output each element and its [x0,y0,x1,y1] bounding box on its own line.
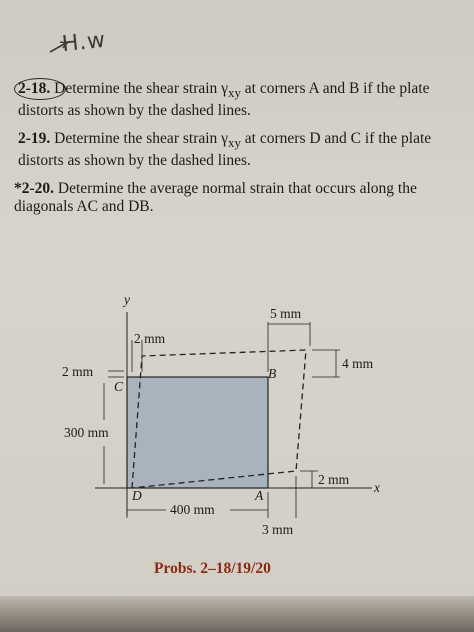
dim-5mm: 5 mm [270,306,302,321]
problem-number: *2-20. [14,180,55,197]
dim-300mm: 300 mm [64,425,109,440]
problem-text-post: at corners D and C if the plate distorts as shown by the dashed lines. [18,130,432,170]
problem-text-pre: Determine the average normal strain that occurs along the diagonals AC and DB. [14,180,417,215]
problem-text-pre: Determine the shear strain γ [54,80,229,97]
problem-text-sub: xy [228,85,241,101]
corner-d-label: D [132,488,142,503]
corner-a-label: A [255,488,264,503]
problem-number: 2-19. [18,130,51,147]
dim-4mm: 4 mm [342,356,374,371]
corner-c-label: C [114,379,124,394]
problem-text-pre: Determine the shear strain γ [54,130,229,147]
problem-text-sub: xy [228,135,241,151]
plate-rectangle [127,377,268,488]
y-axis-label: y [124,292,130,307]
dim-2mm-left: 2 mm [62,364,94,379]
x-axis-label: x [374,480,380,495]
corner-b-label: B [268,366,277,381]
problem-number: 2-18. [18,80,51,97]
problem-text-post: at corners A and B if the plate distorts as shown by the dashed lines. [18,80,430,120]
dim-2mm-right: 2 mm [318,472,350,487]
handwritten-note: H.w [60,27,108,58]
dim-3mm: 3 mm [262,522,294,537]
dim-400mm: 400 mm [170,502,215,517]
figure-caption: Probs. 2–18/19/20 [154,560,271,577]
dim-2mm-top: 2 mm [134,331,166,346]
